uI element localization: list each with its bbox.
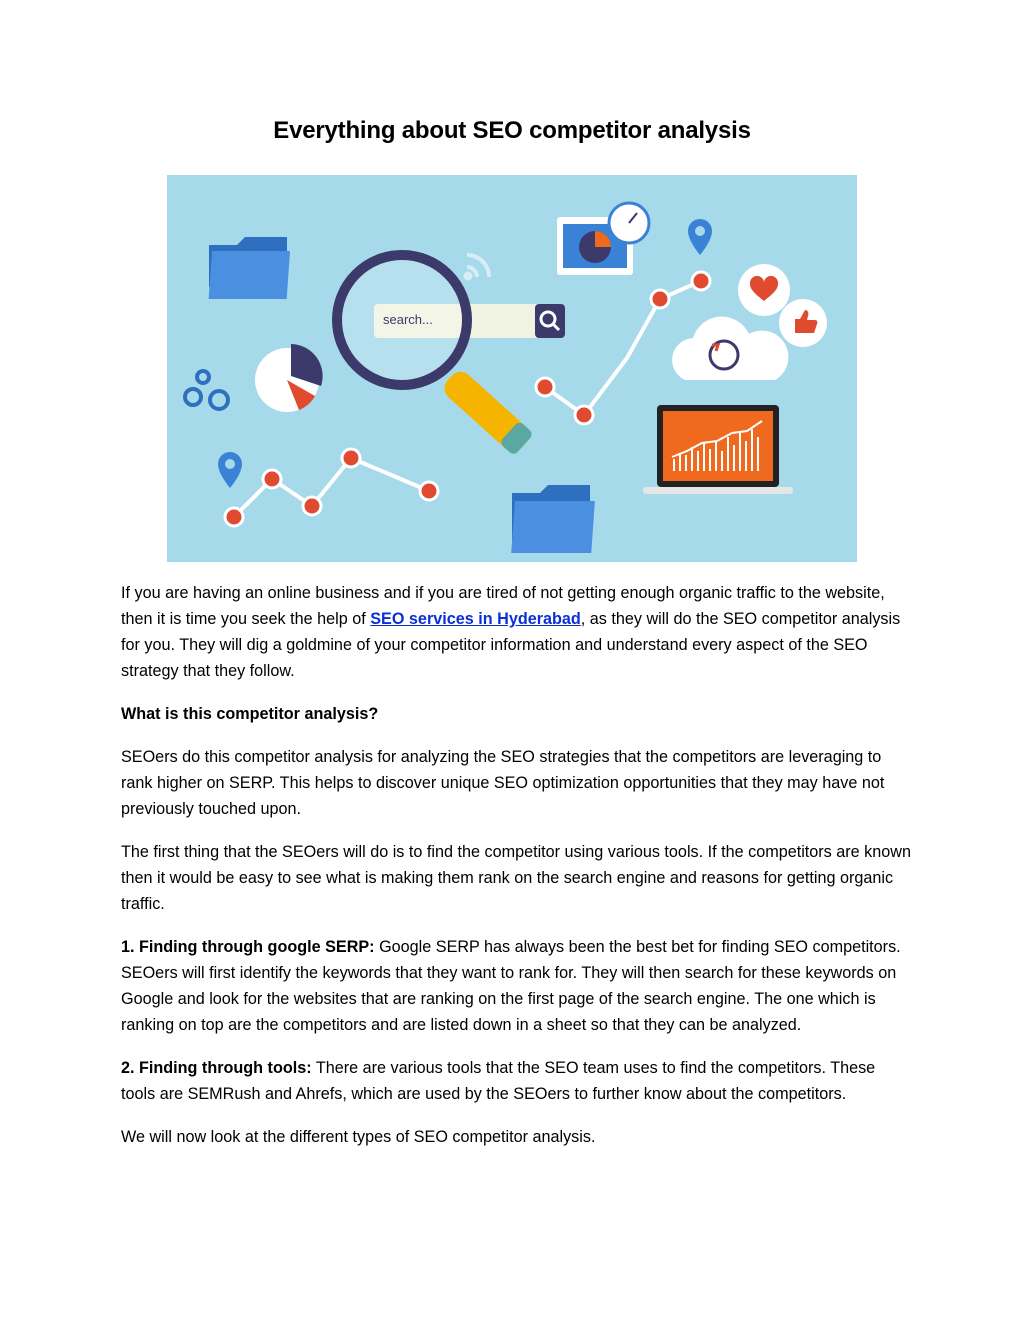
heart-bubble-icon xyxy=(738,264,790,316)
hero-illustration xyxy=(167,175,857,562)
article-body xyxy=(121,580,911,1167)
seo-services-link[interactable]: SEO services in Hyderabad xyxy=(370,610,581,628)
page-title: Everything about SEO competitor analysis xyxy=(273,117,751,144)
section-heading: What is this competitor analysis? xyxy=(121,705,379,723)
folder-icon xyxy=(209,237,290,299)
laptop-chart-icon xyxy=(643,405,793,494)
thumbs-up-bubble-icon xyxy=(779,299,827,347)
list-item: 1. Finding through google SERP: Google SERP has always been the best bet for finding SEO competitors. SEOers will first identify the keywords that they want to rank for. They will then search for these keywords on Google and look for the websites that are ranking on the first page of the search engine. The one which is ranking on top are the competitors and are listed down in a sheet so that they can be analyzed. xyxy=(121,938,901,1034)
list-item-label: 2. Finding through tools: xyxy=(121,1059,312,1077)
intro-paragraph: If you are having an online business and if you are tired of not getting enough organic traffic to the website, then it is time you seek the help of SEO services in Hyderabad, as they will do the SEO competitor analysis for you. They will dig a goldmine of your competitor information and understand every aspect of the SEO strategy that they follow. xyxy=(121,584,901,680)
list-item-label: 1. Finding through google SERP: xyxy=(121,938,375,956)
list-item: 2. Finding through tools: There are various tools that the SEO team uses to find the competitors. These tools are SEMRush and Ahrefs, which are used by the SEOers to further know about the competitors. xyxy=(121,1059,876,1103)
search-bar-text: search... xyxy=(383,312,433,327)
gauge-icon xyxy=(609,203,649,243)
folder-icon xyxy=(511,485,595,553)
paragraph: The first thing that the SEOers will do is to find the competitor using various tools. If the competitors are known then it would be easy to see what is making them rank on the search engine and reasons for getting organic traffic. xyxy=(121,843,911,913)
paragraph: We will now look at the different types of SEO competitor analysis. xyxy=(121,1128,596,1146)
paragraph: SEOers do this competitor analysis for analyzing the SEO strategies that the competitors are leveraging to rank higher on SERP. This helps to discover unique SEO optimization opportunities that they may have not previously touched upon. xyxy=(121,748,885,818)
